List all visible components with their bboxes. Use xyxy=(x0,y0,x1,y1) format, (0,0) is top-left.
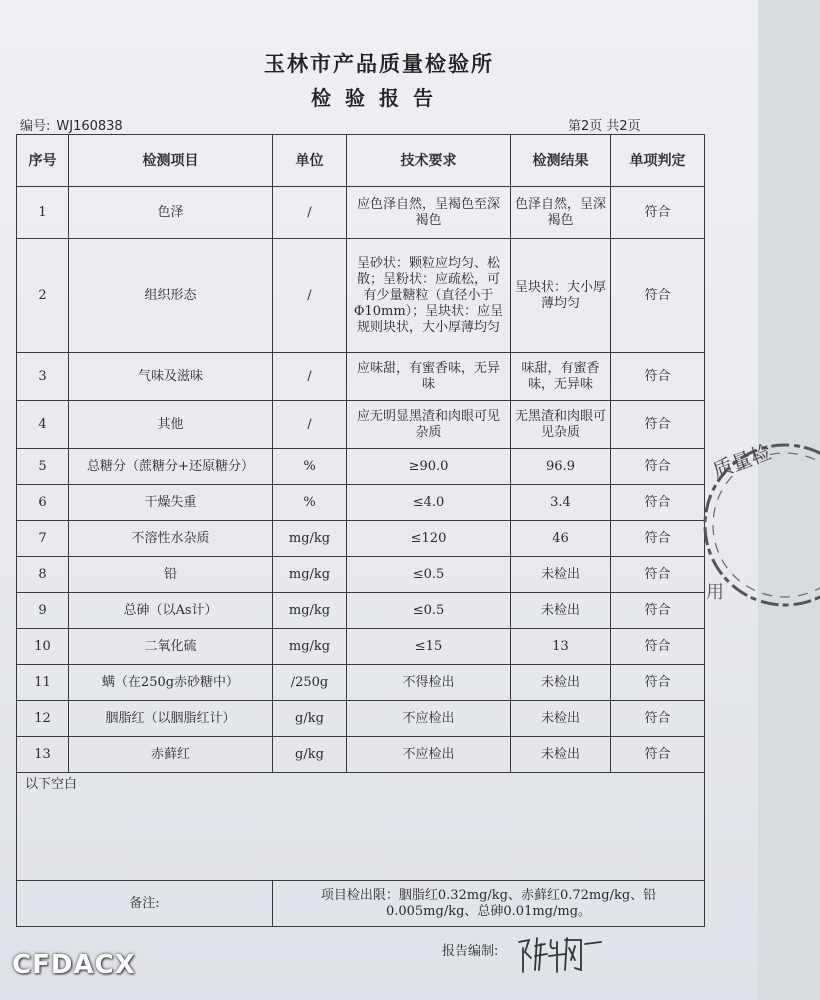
report-number xyxy=(20,115,123,134)
row-no: 6 xyxy=(17,485,69,521)
row-result: 96.9 xyxy=(511,449,611,485)
row-requirement: ≤0.5 xyxy=(347,557,511,593)
row-requirement: ≤4.0 xyxy=(347,485,511,521)
row-no: 10 xyxy=(17,629,69,665)
row-item: 总砷（以As计） xyxy=(69,593,273,629)
row-verdict: 符合 xyxy=(611,187,705,239)
row-requirement: ≥90.0 xyxy=(347,449,511,485)
row-result: 呈块状：大小厚薄均匀 xyxy=(511,239,611,353)
table-row xyxy=(17,449,705,485)
row-verdict: 符合 xyxy=(611,401,705,449)
row-item: 螨（在250g赤砂糖中） xyxy=(69,665,273,701)
row-unit: / xyxy=(273,239,347,353)
row-item: 铅 xyxy=(69,557,273,593)
row-result: 3.4 xyxy=(511,485,611,521)
table-row xyxy=(17,239,705,353)
row-requirement: 应味甜，有蜜香味，无异味 xyxy=(347,353,511,401)
row-unit: / xyxy=(273,401,347,449)
row-unit: mg/kg xyxy=(273,593,347,629)
row-item: 胭脂红（以胭脂红计） xyxy=(69,701,273,737)
row-item: 二氧化硫 xyxy=(69,629,273,665)
row-requirement: 不应检出 xyxy=(347,701,511,737)
row-unit: /250g xyxy=(273,665,347,701)
blank-note: 以下空白 xyxy=(17,773,705,881)
col-header: 单位 xyxy=(273,135,347,187)
row-unit: % xyxy=(273,485,347,521)
col-header: 检测项目 xyxy=(69,135,273,187)
table-row xyxy=(17,701,705,737)
row-unit: % xyxy=(273,449,347,485)
blank-row xyxy=(17,773,705,881)
row-item: 气味及滋味 xyxy=(69,353,273,401)
col-header: 序号 xyxy=(17,135,69,187)
inspection-table xyxy=(16,134,705,927)
table-row xyxy=(17,665,705,701)
row-unit: mg/kg xyxy=(273,521,347,557)
row-result: 未检出 xyxy=(511,593,611,629)
row-verdict: 符合 xyxy=(611,557,705,593)
table-row xyxy=(17,629,705,665)
row-no: 9 xyxy=(17,593,69,629)
row-no: 4 xyxy=(17,401,69,449)
row-result: 色泽自然，呈深褐色 xyxy=(511,187,611,239)
row-result: 无黑渣和肉眼可见杂质 xyxy=(511,401,611,449)
row-no: 7 xyxy=(17,521,69,557)
remark-text: 项目检出限：胭脂红0.32mg/kg、赤藓红0.72mg/kg、铅0.005mg/kg、总砷0.01mg/mg。 xyxy=(273,881,705,927)
row-requirement: 应色泽自然，呈褐色至深褐色 xyxy=(347,187,511,239)
row-requirement: ≤0.5 xyxy=(347,593,511,629)
report-title: 检验报告 xyxy=(311,86,447,110)
svg-text:质量检: 质量检 xyxy=(709,439,775,483)
row-item: 其他 xyxy=(69,401,273,449)
remark-label: 备注: xyxy=(17,881,273,927)
signature-image xyxy=(515,930,605,975)
table-row xyxy=(17,593,705,629)
row-unit: g/kg xyxy=(273,701,347,737)
row-requirement: 应无明显黑渣和肉眼可见杂质 xyxy=(347,401,511,449)
row-result: 味甜，有蜜香味，无异味 xyxy=(511,353,611,401)
row-requirement: 不应检出 xyxy=(347,737,511,773)
row-verdict: 符合 xyxy=(611,521,705,557)
seal-stamp-icon xyxy=(690,430,820,620)
institute-title: 玉林市产品质量检验所 xyxy=(264,52,494,76)
row-unit: g/kg xyxy=(273,737,347,773)
row-no: 3 xyxy=(17,353,69,401)
row-item: 不溶性水杂质 xyxy=(69,521,273,557)
table-row xyxy=(17,521,705,557)
row-item: 赤藓红 xyxy=(69,737,273,773)
row-result: 未检出 xyxy=(511,665,611,701)
report-number-label: 编号: xyxy=(20,119,51,134)
row-item: 总糖分（蔗糖分+还原糖分） xyxy=(69,449,273,485)
row-no: 5 xyxy=(17,449,69,485)
row-unit: mg/kg xyxy=(273,629,347,665)
row-result: 13 xyxy=(511,629,611,665)
row-result: 46 xyxy=(511,521,611,557)
row-no: 2 xyxy=(17,239,69,353)
row-verdict: 符合 xyxy=(611,449,705,485)
row-unit: mg/kg xyxy=(273,557,347,593)
row-verdict: 符合 xyxy=(611,239,705,353)
report-number-value: WJ160838 xyxy=(56,119,123,134)
row-result: 未检出 xyxy=(511,557,611,593)
row-requirement: 不得检出 xyxy=(347,665,511,701)
compiler-label: 报告编制: xyxy=(442,944,499,959)
row-verdict: 符合 xyxy=(611,485,705,521)
row-no: 12 xyxy=(17,701,69,737)
table-row xyxy=(17,401,705,449)
row-no: 1 xyxy=(17,187,69,239)
table-row xyxy=(17,353,705,401)
row-verdict: 符合 xyxy=(611,593,705,629)
row-requirement: 呈砂状：颗粒应均匀、松散；呈粉状：应疏松，可有少量糖粒（直径小于Φ10mm）；呈块状：应呈规则块状，大小厚薄均匀 xyxy=(347,239,511,353)
svg-text:用: 用 xyxy=(706,582,724,603)
row-unit: / xyxy=(273,187,347,239)
table-row xyxy=(17,187,705,239)
row-item: 干燥失重 xyxy=(69,485,273,521)
row-verdict: 符合 xyxy=(611,353,705,401)
watermark: CFDACX xyxy=(12,950,136,980)
table-row xyxy=(17,557,705,593)
row-result: 未检出 xyxy=(511,701,611,737)
row-no: 8 xyxy=(17,557,69,593)
remark-row xyxy=(17,881,705,927)
row-no: 11 xyxy=(17,665,69,701)
table-header-row xyxy=(17,135,705,187)
col-header: 单项判定 xyxy=(611,135,705,187)
col-header: 技术要求 xyxy=(347,135,511,187)
row-item: 组织形态 xyxy=(69,239,273,353)
row-verdict: 符合 xyxy=(611,701,705,737)
col-header: 检测结果 xyxy=(511,135,611,187)
row-verdict: 符合 xyxy=(611,629,705,665)
row-verdict: 符合 xyxy=(611,737,705,773)
row-unit: / xyxy=(273,353,347,401)
row-requirement: ≤15 xyxy=(347,629,511,665)
row-requirement: ≤120 xyxy=(347,521,511,557)
page-info: 第2页 共2页 xyxy=(568,119,641,134)
table-row xyxy=(17,737,705,773)
row-no: 13 xyxy=(17,737,69,773)
row-verdict: 符合 xyxy=(611,665,705,701)
row-result: 未检出 xyxy=(511,737,611,773)
table-row xyxy=(17,485,705,521)
row-item: 色泽 xyxy=(69,187,273,239)
